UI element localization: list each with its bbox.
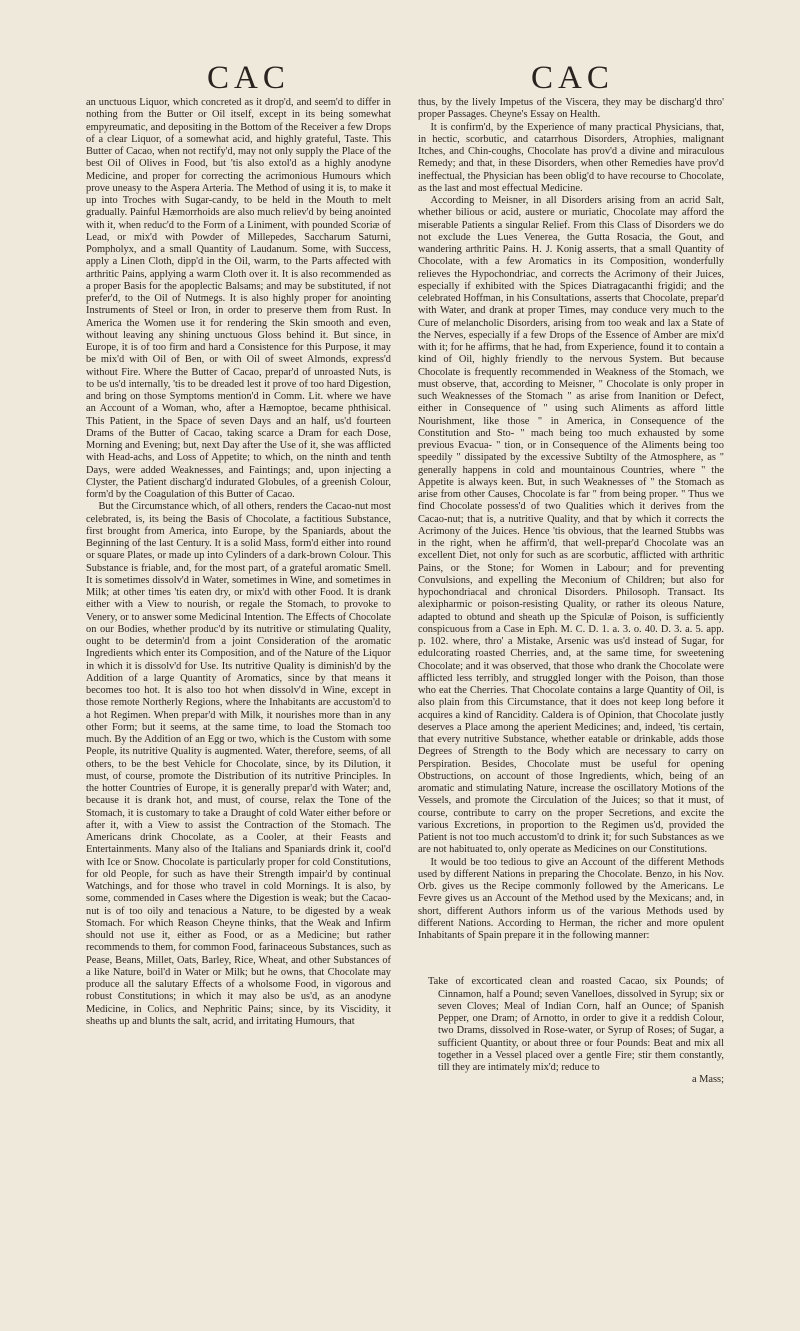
paragraph: It would be too tedious to give an Account of the different Methods used by different Nations in preparing the Chocolate. Benzo, in his Nov. Orb. gives us the Recipe commonly followed by the Americans. Le Fevre gives us an Account of the Method used by the Mexicans; and, in short, different Authors inform us of the various Methods used by different Nations. According to Herman, the richer and more opulent Inhabitants of Spain prepare it in the following manner: xyxy=(418,856,724,941)
running-header xyxy=(0,60,800,100)
paragraph: But the Circumstance which, of all others, renders the Cacao-nut most celebrated, is, its being the Basis of Chocolate, a factitious Substance, first brought from America, into Europe, by the Spaniards, about the Beginning of the last Century. It is a solid Mass, form'd either into round or square Plates, or made up into Cylinders of a dark-brown Colour. This Substance is friable, and, for the most part, of a grateful aromatic Smell. It is sometimes dissolv'd in Water, sometimes in Wine, and sometimes in Milk; at other times 'tis eaten dry, or mix'd with other Food. It is drank either with a View to nourish, or regale the Stomach, to provoke to Venery, or to answer some Medicinal Intention. The Effects of Chocolate on our Bodies, whether produc'd by its nutritive or stimulating Quality, ought to be determin'd from a joint Consideration of the aromatic Ingredients which enter its Composition, and of the Nature of the Liquor in which it is dissolv'd for Use. Its nutritive Quality is diminish'd by the Addition of a large Quantity of Aromatics, since by that means it becomes too hot. It is also too hot when dissolv'd in Wine, except in those remote Northerly Regions, where the Inhabitants are accustom'd to a hot Regimen. When prepar'd with Milk, it nourishes more than in any other Form; but it seems, at the same time, to load the Stomach too much. By the Addition of an Egg or two, which is the Custom with some People, its nutritive Quality is augmented. Water, therefore, seems, of all others, to be the best Vehicle for Chocolate, since, by its Dilution, it must, of course, promote the Distribution of its nutritive Principles. In the hotter Countries of Europe, it is generally prepar'd with Water; and, because it is drank hot, and must, of course, relax the Tone of the Stomach, it is customary to take a Draught of cold Water either before or after it, with a View to assist the Contraction of the Stomach. The Americans drink Chocolate, as a Cooler, at their Feasts and Entertainments. Many also of the Italians and Spaniards drink it, cool'd with Ice or Snow. Chocolate is particularly proper for cold Constitutions, for old People, for such as have their Strength impair'd by continual Watchings, and for those who travel in cold Mornings. It is also, by some, commended in Cases where the Digestion is weak; but the Cacao-nut is of too oily and tenacious a Nature, to be digested by a weak Stomach. For which Reason Cheyne thinks, that the Weak and Infirm should not use it, either as Food, or as a Medicine; but rather recommends to them, for common Food, farinaceous Substances, such as Pease, Beans, Millet, Oats, Barley, Rice, Wheat, and other Substances of a like Nature, boil'd in Water or Milk; but he owns, that Chocolate may produce all the salutary Effects of a wholsome Food, in vigorous and robust Constitutions; in which it may also be us'd, as an anodyne Medicine, in Colics, and Nephritic Pains; since, by its Viscidity, it sheaths up and blunts the salt, acrid, and irritating Humours, that xyxy=(86,501,391,1027)
paragraph: It is confirm'd, by the Experience of many practical Physicians, that, in hectic, scorbutic, and catarrhous Disorders, Atrophies, malignant Itches, and Chin-coughs, Chocolate has prov'd a divine and miraculous Remedy; and that, in these Disorders, when other Remedies have prov'd ineffectual, the Physician has been oblig'd to have recourse to Chocolate, as the last and most effectual Medicine. xyxy=(418,121,724,194)
recipe-block xyxy=(418,976,724,1086)
paragraph: an unctuous Liquor, which concreted as it drop'd, and seem'd to differ in nothing from the Butter or Oil itself, except in its being somewhat empyreumatic, and depositing in the Bottom of the Receiver a few Drops of a clear Liquor, of a somewhat acid, and highly grateful, Taste. This Butter of Cacao, when not rectify'd, may not only supply the Place of the best Oil of Olives in Food, but 'tis also extol'd as a highly anodyne Medicine, and proper for correcting the acrimonious Humours which prove uneasy to the Aspera Arteria. The Method of using it is, to make it up into Troches with Sugar-candy, to be held in the Mouth to melt gradually. Painful Hæmorrhoids are also much reliev'd by being anointed with it, when reduc'd to the Form of a Liniment, with pounded Scoriæ of Lead, or mix'd with Powder of Millepedes, Saccharum Saturni, Pompholyx, and a small Quantity of Laudanum. Some, with Success, apply a Linen Cloth, dipp'd in the Oil, warm, to the Parts affected with arthritic Pains, applying a warm Cloth over it. It is also recommended as a proper Basis for the apoplectic Balsams; and may be substituted, if not prefer'd, to the Oil of Nutmegs. It is also highly proper for anointing Instruments of Steel or Iron, in order to preserve them from Rust. In America the Women use it for rendering the Skin smooth and even, without leaving any shining unctuous Gloss behind it. But since, in Europe, it is of too firm and hard a Consistence for this Purpose, it may be mix'd with Oil of Ben, or with Oil of sweet Almonds, express'd without Fire. Where the Butter of Cacao, prepar'd of unroasted Nuts, is to be us'd internally, 'tis to be dreaded lest it prove of too hard Digestion, and bring on those Symptoms mention'd in Comm. Lit. where we have an Account of a Woman, who, after a Hæmoptoe, became phthisical. This Patient, in the Space of seven Days and an half, us'd fourteen Drams of the Butter of Cacao, taking scarce a Dram for each Dose, Morning and Evening; but, next Day after the Use of it, she was afflicted with Head-achs, and Loss of Appetite; to which, on the ninth and tenth Days, were added Weaknesses, and Faintings; and, upon injecting a Clyster, the Patient discharg'd indurated Globules, of a greenish Colour, form'd by the Coagulation of this Butter of Cacao. xyxy=(86,97,391,500)
paragraph: thus, by the lively Impetus of the Viscera, they may be discharg'd thro' proper Passages. Cheyne's Essay on Health. xyxy=(418,97,724,121)
paragraph: According to Meisner, in all Disorders arising from an acrid Salt, whether bilious or acid, austere or muriatic, Chocolate may afford the miserable Patients a singular Relief. From this Class of Disorders we do not exclude the Lues Venerea, the Gutta Rosacia, the Gout, and wandering arthritic Pains. H. J. Konig asserts, that a small Quantity of Chocolate, with a few Aromatics in its Composition, wonderfully relieves the Hypochondriac, and corrects the Acrimony of their Juices, especially if exhibited with the Spices Diatragacanthi frigidi; and the celebrated Hoffman, in his Consultations, asserts that Chocolate, prepar'd with Water, and drank at proper Times, may conduce very much to the Cure of melancholic Disorders, arising from too weak and lax a State of the Nerves, especially if a few Drops of the Essence of Amber are mix'd with it; for he affirms, that he had, from Experience, found it to contain a kind of Oil, highly friendly to the nervous System. But because Chocolate is frequently recommended in Weakness of the Stomach, we must observe, that, according to Meisner, " Chocolate is only proper in such Weaknesses of the Stomach " as arise from Inanition or Defect, either in Consequence of " using such Aliments as afford little Nourishment, like those " in America, in Consequence of the Constitution and Sto- " mach being too much exhausted by some previous Evacua- " tion, or in Consequence of the Aliments being too speedily " dissipated by the excessive Subtilty of the Atmosphere, as " generally happens in cold and mountainous Countries, where " the Appetite is always keen. But, in such Weaknesses of " the Stomach as arise from other Causes, Chocolate is far " from being proper. " Thus we find Chocolate possess'd of two Qualities which it derives from the Cacao-nut; that is, a nutritive Quality, and that by which it corrects the Acrimony of the Juices. Hence 'tis obvious, that the learned Stubbs was in the right, when he affirm'd, that well-prepar'd Chocolate was an excellent Diet, not only for such as are scorbutic, afflicted with arthritic Pains, or the Stone; for Women in Labour; and for preventing Convulsions, and expelling the Meconium of Children; but also for hypochondriacal and chronical Disorders. Philosoph. Transact. Its alexipharmic or poison-resisting Quality, or rather its oleous Nature, adapted to obtund and sheath up the Spiculæ of Poison, is sufficiently conspicuous from a Case in Eph. M. C. D. 1. a. 3. o. 40. D. 3. a. 5. app. p. 102. where, thro' a Mistake, Arsenic was us'd instead of Sugar, for edulcorating roasted Cherries, and, at the same time, for sweetening Chocolate; and it was observed, that those who drank the Chocolate were afflicted less terribly, and struggled longer with the Poison, than those who eat the Cherries. That Chocolate contains a large Quantity of Oil, is also plain from this Circumstance, that it does not keep long before it acquires a kind of Rancidity. Caldera is of Opinion, that Chocolate justly deserves a Place among the aperient Medicines; and, indeed, 'tis certain, that every nutritive Substance, whether eatable or drinkable, adds those Degrees of Strength to the Body which are necessary to carry on Perspiration. Besides, Chocolate must be useful for opening Obstructions, on account of those Ingredients, which, being of an aromatic and stimulating Nature, increase the oscillatory Motions of the Vessels, and promote the Circulation of the Juices; so that it must, of course, contribute to carry on the proper Secretions, and excite the various Excretions, in proportion to the Regimen us'd, provided the Patient is not too much accustom'd to drink it; for such Substances as we are not habituated to, only operate as Medicines on our Constitutions. xyxy=(418,195,724,856)
header-title-right: CAC xyxy=(531,60,614,96)
left-column xyxy=(86,97,391,1297)
header-title-left: CAC xyxy=(207,60,290,96)
recipe-end: a Mass; xyxy=(691,1074,724,1086)
recipe-text: Take of excorticated clean and roasted Cacao, six Pounds; of Cinnamon, half a Pound; seven Vanelloes, dissolved in Syrup; six or seven Cloves; Meal of Indian Corn, half an Ounce; of Spanish Pepper, one Dram; of Arnotto, in order to give it a reddish Colour, two Drams, dissolved in Rose-water, or Syrup of Roses; of Sugar, a sufficient Quantity, or about three or four Pounds: Beat and mix all together in a Vessel placed over a gentle Fire; stir them constantly, till they are intimately mix'd; reduce to xyxy=(428,976,724,1073)
right-column xyxy=(418,97,724,1277)
